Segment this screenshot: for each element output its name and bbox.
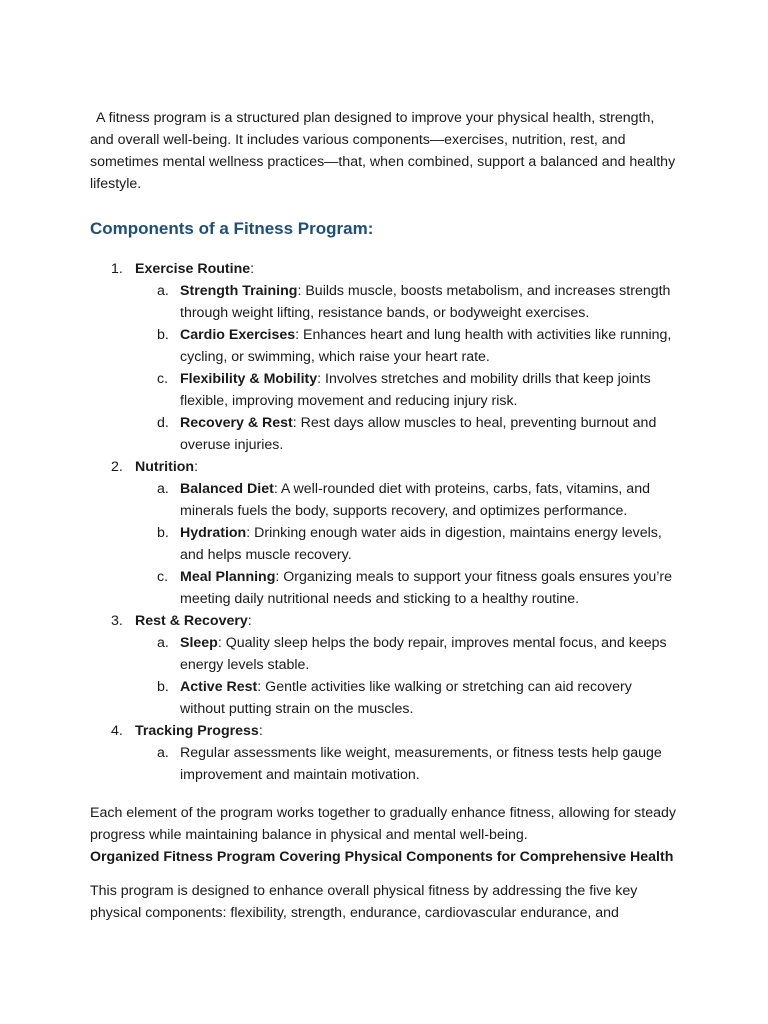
sub-list-letter: a.: [157, 481, 169, 497]
list-number: 1.: [111, 261, 123, 277]
sub-list: [90, 632, 678, 720]
components-list: [90, 258, 678, 786]
list-number: 2.: [111, 459, 123, 475]
sub-list-text: Regular assessments like weight, measurements, or fitness tests help gauge improvement and maintain motivation.: [180, 745, 662, 783]
sub-list-term: Flexibility & Mobility: [180, 371, 318, 387]
sub-list-letter: c.: [157, 371, 169, 387]
list-item-title: Exercise Routine: [135, 261, 251, 277]
sub-list-text: : Quality sleep helps the body repair, improves mental focus, and keeps energy levels stable.: [180, 635, 667, 673]
closing-paragraph: Each element of the program works together to gradually enhance fitness, allowing for steady progress while maintaining balance in physical and mental well-being.: [90, 805, 676, 843]
sub-list-text: : Rest days allow muscles to heal, preventing burnout and overuse injuries.: [180, 415, 657, 453]
sub-list-text: : Enhances heart and lung health with activities like running, cycling, or swimming, which raise your heart rate.: [180, 327, 672, 365]
sub-list-letter: b.: [157, 679, 169, 695]
sub-list-term: Sleep: [180, 635, 218, 651]
sub-list-item: [90, 676, 678, 720]
sub-list-text: : Builds muscle, boosts metabolism, and increases strength through weight lifting, resistance bands, or bodyweight exercises.: [180, 283, 671, 321]
list-number: 3.: [111, 613, 123, 629]
sub-list-term: Recovery & Rest: [180, 415, 293, 431]
program-title: Organized Fitness Program Covering Physical Components for Comprehensive Health: [90, 849, 674, 865]
sub-list-item: [90, 412, 678, 456]
sub-list-text: : Gentle activities like walking or stretching can aid recovery without putting strain on the muscles.: [180, 679, 632, 717]
sub-list-item: [90, 368, 678, 412]
sub-list-term: Active Rest: [180, 679, 258, 695]
list-item-title: Nutrition: [135, 459, 195, 475]
section-heading: Components of a Fitness Program:: [90, 219, 374, 238]
sub-list-term: Strength Training: [180, 283, 298, 299]
sub-list-letter: a.: [157, 283, 169, 299]
list-item: 2. Nutrition:: [90, 456, 678, 478]
sub-list-letter: a.: [157, 745, 169, 761]
sub-list-term: Meal Planning: [180, 569, 276, 585]
sub-list-text: : Organizing meals to support your fitness goals ensures you’re meeting daily nutritional needs and sticking to a healthy routine.: [180, 569, 673, 607]
sub-list: [90, 478, 678, 610]
sub-list-term: Balanced Diet: [180, 481, 274, 497]
list-item-title: Tracking Progress: [135, 723, 259, 739]
sub-list-item: [90, 324, 678, 368]
sub-list: [90, 742, 678, 786]
sub-list-text: : Drinking enough water aids in digestion, maintains energy levels, and helps muscle recovery.: [180, 525, 662, 563]
intro-paragraph: A fitness program is a structured plan designed to improve your physical health, strength, and overall well-being. It includes various components—exercises, nutrition, rest, and sometimes mental wellness practices—that, when combined, support a balanced and healthy lifestyle.: [90, 110, 676, 192]
list-item: 4. Tracking Progress:: [90, 720, 678, 742]
list-number: 4.: [111, 723, 123, 739]
sub-list-letter: b.: [157, 525, 169, 541]
list-item: 1. Exercise Routine:: [90, 258, 678, 280]
list-item-title: Rest & Recovery: [135, 613, 248, 629]
sub-list-term: Hydration: [180, 525, 247, 541]
sub-list-text: : A well-rounded diet with proteins, carbs, fats, vitamins, and minerals fuels the body, supports recovery, and optimizes performance.: [180, 481, 650, 519]
sub-list-item: [90, 566, 678, 610]
final-paragraph: This program is designed to enhance overall physical fitness by addressing the five key physical components: flexibility, strength, endurance, cardiovascular endurance, and: [90, 883, 638, 921]
sub-list-item: [90, 632, 678, 676]
sub-list-item: [90, 478, 678, 522]
sub-list-letter: a.: [157, 635, 169, 651]
sub-list-text: : Involves stretches and mobility drills that keep joints flexible, improving movement and reducing injury risk.: [180, 371, 651, 409]
sub-list-item: [90, 742, 678, 786]
sub-list-letter: d.: [157, 415, 169, 431]
list-item: 3. Rest & Recovery:: [90, 610, 678, 632]
sub-list-term: Cardio Exercises: [180, 327, 296, 343]
sub-list-item: [90, 280, 678, 324]
sub-list-letter: c.: [157, 569, 169, 585]
sub-list-letter: b.: [157, 327, 169, 343]
sub-list-item: [90, 522, 678, 566]
sub-list: [90, 280, 678, 456]
